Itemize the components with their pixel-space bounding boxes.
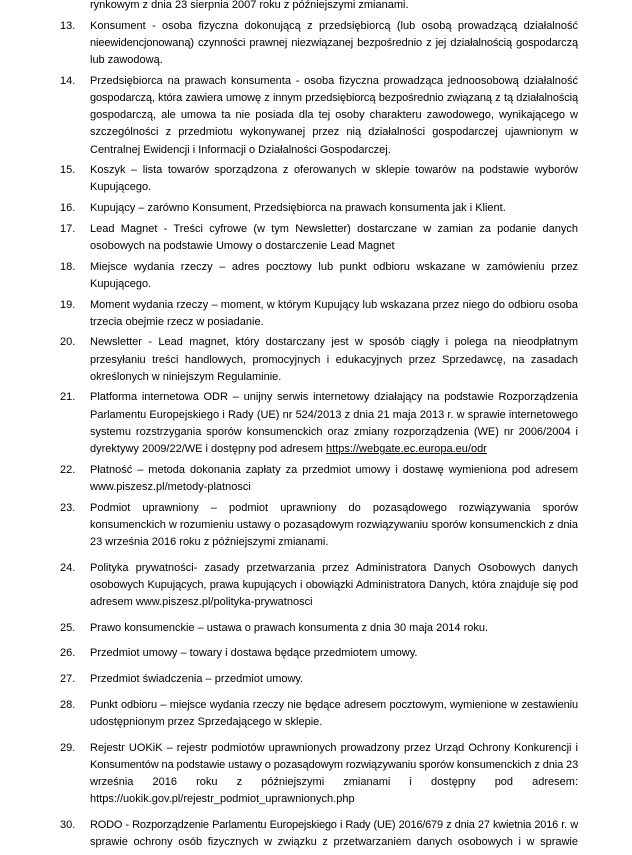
line-text: Podmiot uprawniony – podmiot uprawniony do pozasądowego rozwiązywania sporów bbox=[90, 501, 578, 514]
item-text bbox=[90, 334, 578, 386]
line-text: www.piszesz.pl/metody-platnosci bbox=[90, 480, 251, 493]
text-line bbox=[90, 560, 578, 577]
line-text: https://uokik.gov.pl/rejestr_podmiot_uprawnionych.php bbox=[90, 793, 355, 806]
list-item-27 bbox=[0, 671, 632, 688]
line-text: Koszyk – lista towarów sporządzona z oferowanych w sklepie towarów na podstawie wyborów bbox=[90, 164, 578, 177]
line-text: rynkowym z dnia 23 sierpnia 2007 roku z późniejszymi zmianami. bbox=[90, 0, 409, 11]
item-number: 20. bbox=[60, 336, 76, 349]
list-item-25 bbox=[0, 620, 632, 637]
line-text: adresem www.piszesz.pl/polityka-prywatnosci bbox=[90, 596, 313, 608]
text-line bbox=[90, 107, 578, 124]
item-number: 26. bbox=[60, 647, 76, 660]
text-line bbox=[90, 369, 578, 386]
line-text: Konsumentów na podstawie ustawy o pozasądowym rozwiązywaniu sporów konsumenckich z dnia 23 bbox=[90, 758, 578, 771]
item-number: 22. bbox=[60, 463, 76, 476]
text-line bbox=[90, 162, 578, 179]
line-text: Płatność – metoda dokonania zapłaty za przedmiot umowy i dostawę wymieniona pod adresem bbox=[90, 463, 578, 476]
line-text: Lead Magnet - Treści cyfrowe (w tym Newsletter) dostarczane w zamian za podanie danych bbox=[90, 222, 578, 235]
item-text bbox=[90, 645, 578, 662]
text-line bbox=[90, 389, 578, 406]
item-number: 25. bbox=[60, 621, 76, 634]
list-item-21 bbox=[0, 389, 632, 458]
item-text bbox=[90, 817, 578, 851]
text-line bbox=[90, 200, 578, 217]
text-line bbox=[90, 714, 578, 731]
line-text: Platforma internetowa ODR – unijny serwis internetowy działający na podstawie Rozporządzenia bbox=[90, 391, 578, 404]
text-line bbox=[90, 424, 578, 441]
text-line bbox=[90, 73, 578, 90]
text-line bbox=[90, 791, 578, 808]
text-line bbox=[90, 0, 578, 14]
text-line bbox=[90, 740, 578, 757]
item-number: 16. bbox=[60, 202, 76, 215]
item-number: 29. bbox=[60, 741, 76, 754]
line-text: Centralnej Ewidencji i Informacji o Działalności Gospodarczej. bbox=[90, 143, 391, 156]
item-text bbox=[90, 200, 578, 217]
item-text bbox=[90, 221, 578, 255]
item-number: 24. bbox=[60, 561, 76, 574]
line-text: Parlamentu Europejskiego i Rady (UE) nr 524/2013 z dnia 21 maja 2013 r. w sprawie internetowego bbox=[90, 408, 578, 421]
list-item-continuation bbox=[0, 0, 632, 14]
text-line bbox=[90, 297, 578, 314]
line-text: Moment wydania rzeczy – moment, w którym Kupujący lub wskazana przez niego do odbioru osoba bbox=[90, 298, 578, 311]
item-text bbox=[90, 560, 578, 612]
item-text bbox=[90, 18, 578, 70]
text-line bbox=[90, 238, 578, 255]
text-line bbox=[90, 314, 578, 331]
line-text: szczególności z przedmiotu wykonywanej przez nią działalności gospodarczej ujawnionym w bbox=[90, 126, 578, 139]
list-item-19 bbox=[0, 297, 632, 331]
item-text bbox=[90, 73, 578, 159]
line-text: Polityka prywatności- zasady przetwarzania przez Administratora Danych Osobowych danych bbox=[90, 561, 578, 574]
line-text: sprawie ochrony osób fizycznych w związku z przetwarzaniem danych osobowych i w sprawie bbox=[90, 836, 578, 849]
text-line bbox=[90, 697, 578, 714]
item-number: 28. bbox=[60, 698, 76, 711]
item-text bbox=[90, 297, 578, 331]
line-text: 23 września 2016 roku z późniejszymi zmianami. bbox=[90, 535, 329, 548]
text-line bbox=[90, 35, 578, 52]
list-item-16 bbox=[0, 200, 632, 217]
line-text: lub zawodową. bbox=[90, 54, 163, 67]
line-text: Przedsiębiorca na prawach konsumenta - osoba fizyczna prowadząca jednoosobową działalność bbox=[90, 74, 578, 87]
item-text bbox=[90, 0, 578, 14]
text-line bbox=[90, 594, 578, 611]
text-line bbox=[90, 179, 578, 196]
text-line bbox=[90, 407, 578, 424]
line-text: gospodarczą, która zawiera umowę z innym przedsiębiorcą bezpośrednio związaną z tą działalnością bbox=[90, 91, 578, 104]
line-text: września 2016 roku z późniejszymi zmianami i dostępny pod adresem: bbox=[90, 776, 578, 788]
item-number: 13. bbox=[60, 19, 76, 32]
line-text: konsumenckich w rozumieniu ustawy o pozasądowym rozwiązywaniu sporów konsumenckich z dnia bbox=[90, 518, 578, 531]
line-text: Miejsce wydania rzeczy – adres pocztowy lub punkt odbioru wskazane w zamówieniu przez bbox=[90, 260, 578, 273]
item-text bbox=[90, 389, 578, 458]
text-line bbox=[90, 834, 578, 851]
line-text: Kupujący – zarówno Konsument, Przedsiębiorca na prawach konsumenta jak i Klient. bbox=[90, 202, 506, 215]
line-text: trzecia obejmie rzecz w posiadanie. bbox=[90, 315, 264, 328]
text-line bbox=[90, 142, 578, 159]
item-number: 15. bbox=[60, 164, 76, 177]
line-text: Punkt odbioru – miejsce wydania rzeczy nie będące adresem pocztowym, wymienione w zestawieniu bbox=[90, 698, 578, 711]
text-line bbox=[90, 276, 578, 293]
item-number: 21. bbox=[60, 391, 76, 404]
list-item-23 bbox=[0, 500, 632, 552]
list-item-20 bbox=[0, 334, 632, 386]
item-text bbox=[90, 620, 578, 637]
text-line bbox=[90, 500, 578, 517]
item-number: 19. bbox=[60, 298, 76, 311]
item-text bbox=[90, 697, 578, 731]
list-item-24 bbox=[0, 560, 632, 612]
line-text: Przedmiot umowy – towary i dostawa będące przedmiotem umowy. bbox=[90, 647, 418, 660]
list-item-18 bbox=[0, 259, 632, 293]
text-line bbox=[90, 441, 578, 458]
item-number: 27. bbox=[60, 673, 76, 686]
text-line bbox=[90, 52, 578, 69]
line-text: określonych w niniejszym Regulaminie. bbox=[90, 370, 282, 383]
line-text: systemu rozstrzygania sporów konsumenckich oraz zmiany rozporządzenia (WE) nr 2006/2004 i bbox=[90, 425, 578, 438]
line-text: gospodarczą, ale umowa ta nie posiada dla tej osoby charakteru zawodowego, wynikającego w bbox=[90, 109, 578, 122]
item-text bbox=[90, 259, 578, 293]
item-number: 18. bbox=[60, 260, 76, 273]
text-line bbox=[90, 334, 578, 351]
line-text: osobowych Kupujących, prawa kupujących i obowiązki Administratora Danych, która znajduje się pod bbox=[90, 578, 578, 591]
text-line bbox=[90, 577, 578, 594]
line-text: Prawo konsumenckie – ustawa o prawach konsumenta z dnia 30 maja 2014 roku. bbox=[90, 621, 489, 634]
list-item-30 bbox=[0, 817, 632, 851]
line-text: Kupującego. bbox=[90, 277, 152, 290]
line-text: Konsument - osoba fizyczna dokonującą z przedsiębiorcą (lub osobą prowadzącą działalność bbox=[90, 19, 578, 32]
list-item-29 bbox=[0, 740, 632, 809]
text-line bbox=[90, 479, 578, 496]
list-item-13 bbox=[0, 18, 632, 70]
item-text bbox=[90, 671, 578, 688]
list-item-14 bbox=[0, 73, 632, 159]
text-line bbox=[90, 90, 578, 107]
text-line bbox=[90, 620, 578, 637]
item-text bbox=[90, 740, 578, 809]
line-text: przesyłaniu treści handlowych, promocyjnych i edukacyjnych przez Sprzedawcę, na zasadach bbox=[90, 353, 578, 366]
item-text bbox=[90, 162, 578, 196]
line-text: Rejestr UOKiK – rejestr podmiotów uprawnionych prowadzony przez Urząd Ochrony Konkurencji i bbox=[90, 741, 578, 754]
text-line bbox=[90, 671, 578, 688]
text-line bbox=[90, 534, 578, 551]
text-line bbox=[90, 259, 578, 276]
list-item-26 bbox=[0, 645, 632, 662]
line-text: nieewidencjonowaną) czynności prawnej niezwiązanej bezpośrednio z jej działalnością gospodarczą bbox=[90, 36, 578, 49]
text-line bbox=[90, 645, 578, 662]
item-number: 14. bbox=[60, 74, 76, 87]
item-text bbox=[90, 462, 578, 496]
item-number: 30. bbox=[60, 818, 76, 831]
line-text: osobowych na podstawie Umowy o dostarczenie Lead Magnet bbox=[90, 239, 395, 252]
line-text: Kupującego. bbox=[90, 181, 152, 194]
item-number: 17. bbox=[60, 222, 76, 235]
text-line bbox=[90, 352, 578, 369]
list-item-22 bbox=[0, 462, 632, 496]
text-line bbox=[90, 517, 578, 534]
line-text: udostępnionym przez Sprzedającego w sklepie. bbox=[90, 715, 323, 728]
text-line bbox=[90, 221, 578, 238]
text-line bbox=[90, 462, 578, 479]
text-line bbox=[90, 757, 578, 774]
item-text bbox=[90, 500, 578, 552]
text-line bbox=[90, 18, 578, 35]
line-text: RODO - Rozporządzenie Parlamentu Europejskiego i Rady (UE) 2016/679 z dnia 27 kwietnia 2016 r. w bbox=[90, 818, 578, 831]
text-line bbox=[90, 774, 578, 791]
odr-link[interactable]: https://webgate.ec.europa.eu/odr bbox=[326, 443, 487, 455]
text-line bbox=[90, 124, 578, 141]
list-item-15 bbox=[0, 162, 632, 196]
list-item-17 bbox=[0, 221, 632, 255]
list-item-28 bbox=[0, 697, 632, 731]
line-text: Przedmiot świadczenia – przedmiot umowy. bbox=[90, 673, 304, 686]
line-text: dyrektywy 2009/22/WE i dostępny pod adresem bbox=[90, 443, 327, 455]
line-text: Newsletter - Lead magnet, który dostarczany jest w sposób ciągły i polega na nieodpłatnym bbox=[90, 336, 578, 349]
text-line bbox=[90, 817, 578, 834]
item-number: 23. bbox=[60, 501, 76, 514]
